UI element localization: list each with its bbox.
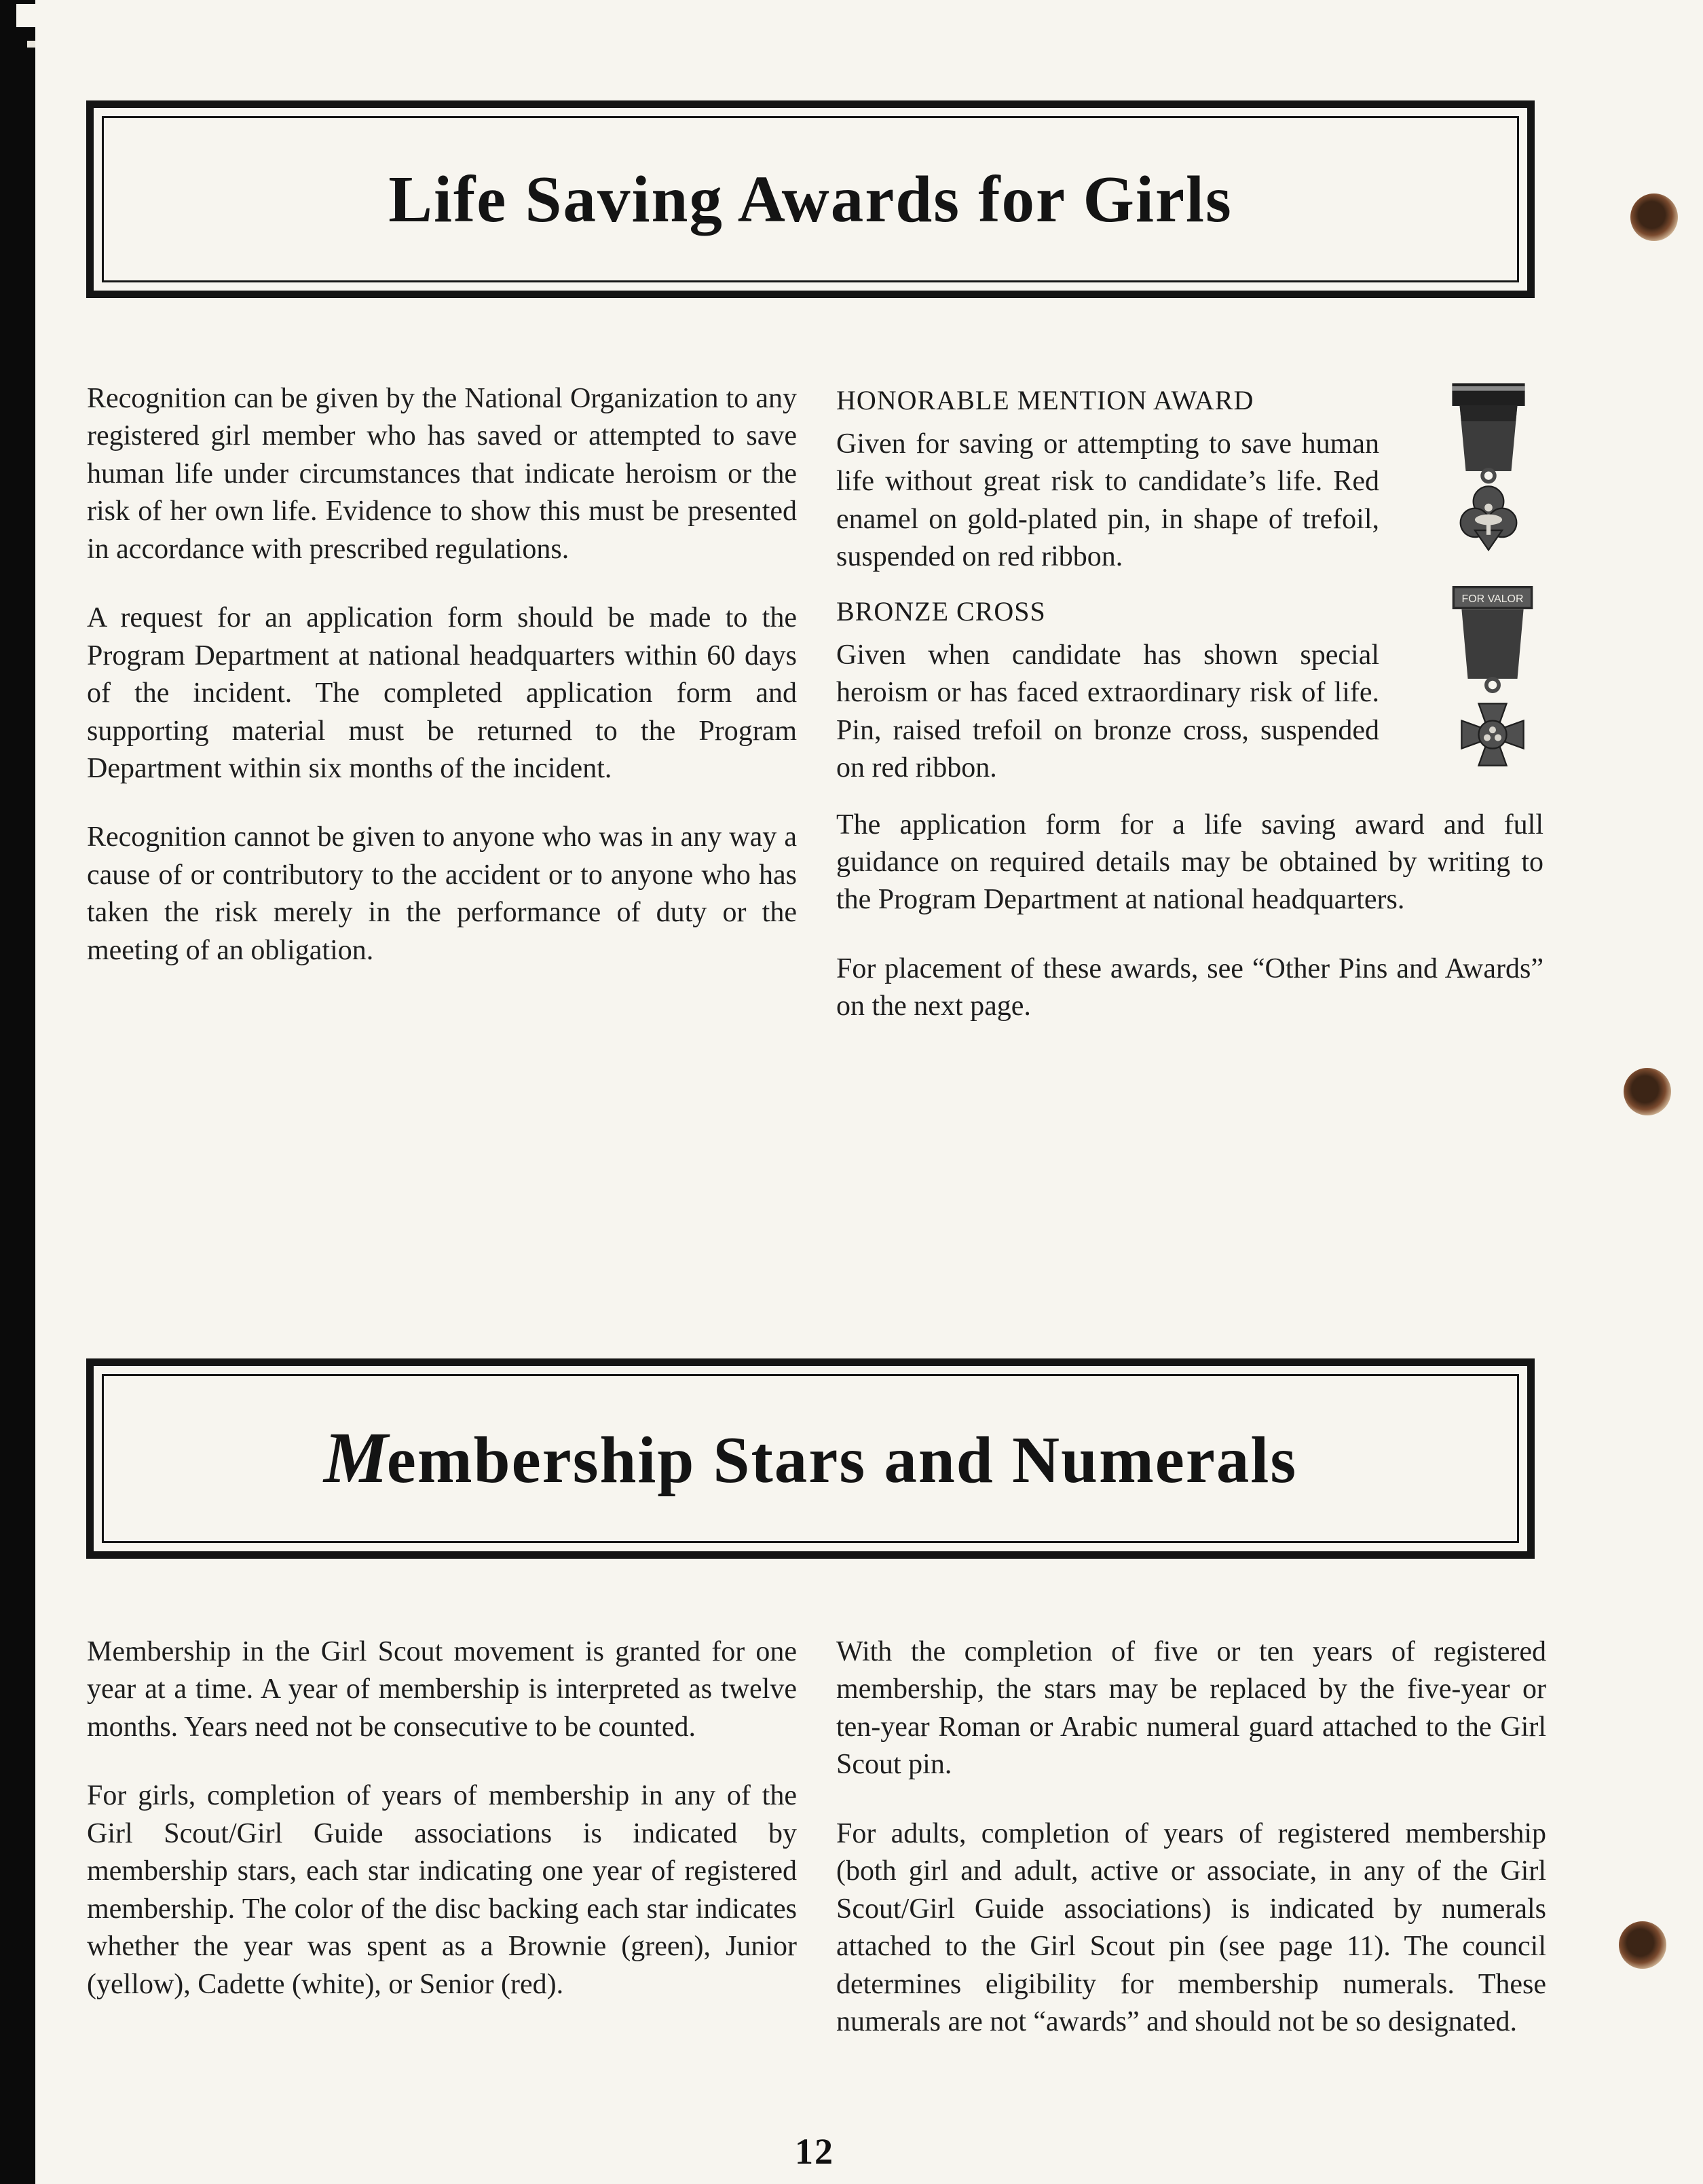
page-number: 12 (795, 2131, 834, 2172)
paragraph: Recognition cannot be given to anyone who was in any way a cause of or contributory to the accident or to anyone who has taken the risk merely in the performance of duty or the meeting of an obligation. (87, 821, 797, 966)
paragraph: For adults, completion of years of registered membership (both girl and adult, active or associate, in any of the Girl Scout/Girl Guide associations) is indicated by numerals attached to the Girl Scout pin (see page 11). The council determines eligibility for membership numerals. These numerals are not “awards” and should not be so designated. (836, 1817, 1546, 2037)
title-inner-rule (102, 116, 1519, 282)
membership-right-column (836, 1633, 1546, 2072)
award-heading: HONORABLE MENTION AWARD (836, 385, 1254, 415)
binding-edge (0, 0, 35, 2184)
life-saving-right-column (836, 384, 1543, 1057)
punch-hole (1630, 193, 1678, 241)
for-valor-bar-label: FOR VALOR (1461, 593, 1524, 605)
punch-hole (1619, 1921, 1666, 1969)
life-saving-title: Life Saving Awards for Girls (388, 163, 1233, 236)
cross-medal-icon (1443, 581, 1542, 789)
bronze-cross-award-block (836, 595, 1543, 788)
honorable-mention-award-block (836, 384, 1543, 576)
title-rest: embership Stars and Numerals (386, 1424, 1298, 1496)
paragraph: For placement of these awards, see “Other Pins and Awards” on the next page. (836, 952, 1543, 1022)
paragraph: The application form for a life saving award and full guidance on required details may be obtained by writing to the Program Department at national headquarters. (836, 809, 1543, 916)
paragraph: Membership in the Girl Scout movement is granted for one year at a time. A year of membership is interpreted as twelve months. Years need not be consecutive to be counted. (87, 1636, 797, 1743)
paragraph: For girls, completion of years of membership in any of the Girl Scout/Girl Guide associations is indicated by membership stars, each star indicating one year of registered membership. The color of the disc backing each star indicates whether the year was spent as a Brownie (green), Junior (yellow), Cadette (white), or Senior (red). (87, 1780, 797, 2000)
membership-title-box (86, 1358, 1535, 1559)
life-saving-title-box (86, 100, 1535, 298)
binding-notch (27, 41, 35, 48)
bronze-cross-medal-illustration (1443, 581, 1542, 789)
paragraph: A request for an application form should be made to the Program Department at national headquarters within 60 days of the incident. The completed application form and supporting material must be returned to the Program Department within six months of the incident. (87, 602, 797, 784)
binding-notch (16, 4, 37, 27)
honorable-mention-medal-illustration (1439, 380, 1538, 562)
paragraph: With the completion of five or ten years of registered membership, the stars may be replaced by the five-year or ten-year Roman or Arabic numeral guard attached to the Girl Scout pin. (836, 1636, 1546, 1781)
award-description: Given when candidate has shown special heroism or has faced extraordinary risk of life. Pin, raised trefoil on bronze cross, suspended on red ribbon. (836, 639, 1379, 784)
membership-title (324, 1417, 1297, 1500)
award-description: Given for saving or attempting to save human life without great risk to candidate’s life. Red enamel on gold-plated pin, in shape of trefoil, suspended on red ribbon. (836, 428, 1379, 573)
award-heading: BRONZE CROSS (836, 595, 1046, 627)
fancy-initial: M (323, 1418, 388, 1498)
life-saving-left-column (87, 380, 797, 1001)
membership-left-column (87, 1633, 797, 2035)
punch-hole (1624, 1068, 1671, 1115)
title-inner-rule (102, 1374, 1519, 1543)
paragraph: Recognition can be given by the National Organization to any registered girl member who has saved or attempted to save human life under circumstances that indicate heroism or the risk of her own life. Evidence to show this must be presented in accordance with prescribed regulations. (87, 383, 797, 565)
trefoil-medal-icon (1439, 380, 1538, 562)
